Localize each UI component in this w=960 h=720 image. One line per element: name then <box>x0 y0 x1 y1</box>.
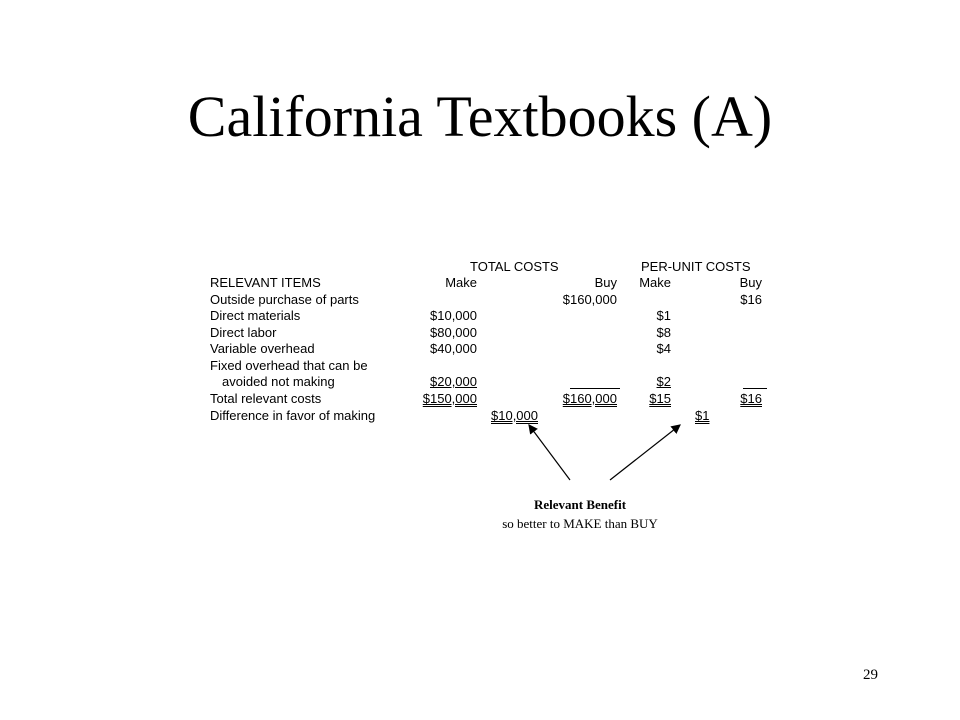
annotation-heading: Relevant Benefit <box>533 497 627 512</box>
cell-unit-make: $1 <box>656 308 671 323</box>
cell-unit-make: $4 <box>656 341 671 356</box>
header-total-costs: TOTAL COSTS <box>470 259 559 274</box>
cell-total-buy: $160,000 <box>562 292 617 307</box>
difference-total: $10,000 <box>491 408 538 423</box>
cell-unit-make: $8 <box>656 325 671 340</box>
header-unit-make: Make <box>639 275 671 290</box>
annotation-text: so better to MAKE than BUY <box>502 516 658 531</box>
cell-unit-make: $2 <box>656 374 671 389</box>
cell-unit-make: $15 <box>649 391 671 406</box>
row-label: Fixed overhead that can be <box>210 358 368 373</box>
cell-total-make: $40,000 <box>430 341 477 356</box>
cell-unit-buy: $16 <box>740 292 762 307</box>
row-label: Total relevant costs <box>210 391 322 406</box>
blank-unit-buy-line <box>743 388 767 389</box>
slide-title: California Textbooks (A) <box>187 84 773 149</box>
header-total-buy: Buy <box>594 275 617 290</box>
difference-label: Difference in favor of making <box>210 408 376 423</box>
header-total-make: Make <box>445 275 477 290</box>
page-number: 29 <box>863 667 878 683</box>
blank-total-buy-line <box>570 388 620 389</box>
header-per-unit-costs: PER-UNIT COSTS <box>641 259 751 274</box>
cell-total-make: $150,000 <box>422 391 477 406</box>
cell-total-buy: $160,000 <box>562 391 617 406</box>
row-label-indented: avoided not making <box>222 374 335 389</box>
cell-total-make: $10,000 <box>430 308 477 323</box>
header-unit-buy: Buy <box>739 275 762 290</box>
row-label: Direct materials <box>210 308 301 323</box>
row-label: Variable overhead <box>210 341 315 356</box>
difference-unit: $1 <box>695 408 710 423</box>
cell-total-make: $80,000 <box>430 325 477 340</box>
header-relevant-items: RELEVANT ITEMS <box>210 275 321 290</box>
cell-unit-buy: $16 <box>740 391 762 406</box>
row-label: Direct labor <box>210 325 277 340</box>
row-label: Outside purchase of parts <box>210 292 359 307</box>
cell-total-make: $20,000 <box>430 374 477 389</box>
